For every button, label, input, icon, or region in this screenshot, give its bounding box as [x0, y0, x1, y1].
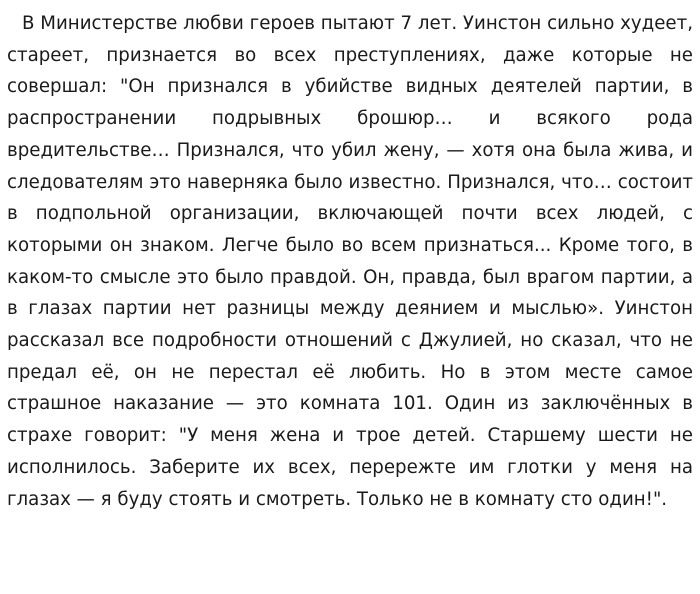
document-body [7, 8, 693, 515]
text-paragraph: В Министерстве любви героев пытают 7 лет. Уинстон сильно худеет, стареет, признается во всех преступлениях, даже которые не совершал: "Он признался в убийстве видных деятелей партии, в распространении подрывных брошюр… и всякого рода вредительстве… Признался, что убил жену, — хотя она была жива, и следователям это наверняка было известно. Признался, что… состоит в подпольной организации, включающей почти всех людей, с которыми он знаком. Легче было во всем признаться... Кроме того, в каком-то смысле это было правдой. Он, правда, был врагом партии, а в глазах партии нет разницы между деянием и мыслью». Уинстон рассказал все подробности отношений с Джулией, но сказал, что не предал её, он не перестал её любить. Но в этом месте самое страшное наказание — это комната 101. Один из заключённых в страхе говорит: "У меня жена и трое детей. Старшему шести не исполнилось. Заберите их всех, перережте им глотки у меня на глазах — я буду стоять и смотреть. Только не в комнату сто один!". [7, 13, 693, 510]
